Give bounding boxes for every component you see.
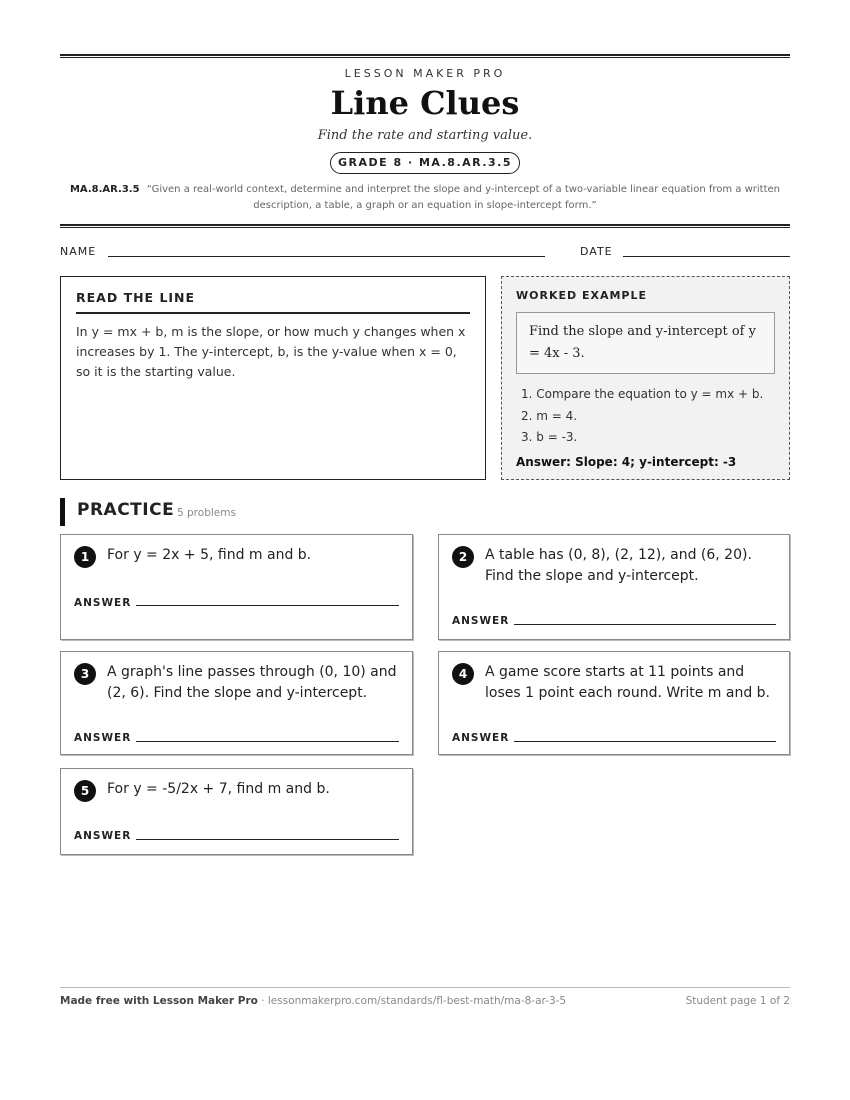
header-top-rule [60,54,790,58]
problem-text: A table has (0, 8), (2, 12), and (6, 20). Find the slope and y-intercept. [485,547,752,584]
answer-label: ANSWER [452,615,510,627]
practice-accent-bar [60,498,65,526]
footer-made-with: Made free with Lesson Maker Pro [60,995,258,1007]
answer-label: ANSWER [452,732,510,744]
problem-card-4 [438,651,790,755]
problem-number: 2 [452,546,474,568]
problem-number: 5 [74,780,96,802]
worked-step: 3. b = -3. [521,430,578,444]
footer-page-number: Student page 1 of 2 [685,995,790,1007]
worked-example-title: WORKED EXAMPLE [516,289,647,302]
answer-field[interactable] [136,605,399,606]
worked-example-steps [516,384,775,449]
read-the-line-body: In y = mx + b, m is the slope, or how much y changes when x increases by 1. The y-intercept, b, is the y-value when x = 0, so it is the starting value. [76,324,466,379]
name-label: NAME [60,245,97,258]
worksheet-page [60,0,790,1100]
grade-badge: GRADE 8 · MA.8.AR.3.5 [330,152,520,174]
date-label: DATE [580,245,613,258]
footer-credit [60,995,566,1007]
answer-field[interactable] [136,839,399,840]
standard-code: MA.8.AR.3.5 [69,184,140,195]
read-the-line-title: READ THE LINE [76,290,470,314]
name-date-row [60,245,790,261]
read-the-line-box [60,276,486,480]
date-field[interactable] [623,256,790,257]
worked-step: 1. Compare the equation to y = mx + b. [521,387,764,401]
problem-card-5 [60,768,413,855]
answer-field[interactable] [514,624,776,625]
answer-label: ANSWER [74,732,132,744]
problem-number: 4 [452,663,474,685]
problem-text: A graph's line passes through (0, 10) and (2, 6). Find the slope and y-intercept. [107,664,397,701]
brand-name: LESSON MAKER PRO [344,67,506,80]
problem-card-3 [60,651,413,755]
practice-count: 5 problems [177,507,236,519]
worked-example-answer: Answer: Slope: 4; y-intercept: -3 [516,454,737,469]
problem-text: A game score starts at 11 points and loses 1 point each round. Write m and b. [485,664,771,701]
standard-description [60,182,790,214]
worked-example-question: Find the slope and y-intercept of y = 4x - 3. [516,312,775,374]
footer-url[interactable]: · lessonmakerpro.com/standards/fl-best-math/ma-8-ar-3-5 [257,995,567,1007]
worked-step: 2. m = 4. [521,408,578,423]
page-subtitle: Find the rate and starting value. [317,128,533,143]
answer-field[interactable] [136,741,399,742]
problem-text: For y = -5/2x + 7, find m and b. [107,781,330,797]
problem-text: For y = 2x + 5, find m and b. [107,547,312,563]
footer-rule [60,987,790,988]
answer-label: ANSWER [74,830,132,842]
page-title: Line Clues [330,84,520,122]
answer-label: ANSWER [74,597,132,609]
name-field[interactable] [108,256,545,257]
practice-title: PRACTICE [77,500,175,520]
problem-card-2 [438,534,790,640]
header-bottom-rule [60,224,790,228]
standard-text: “Given a real-world context, determine and interpret the slope and y-intercept of a two-variable linear equation from a written description, a table, a graph or an equation in slope-intercept form.” [146,184,781,211]
worked-example-box [501,276,790,480]
answer-field[interactable] [514,741,776,742]
problem-card-1 [60,534,413,640]
problem-number: 3 [74,663,96,685]
problem-number: 1 [74,546,96,568]
